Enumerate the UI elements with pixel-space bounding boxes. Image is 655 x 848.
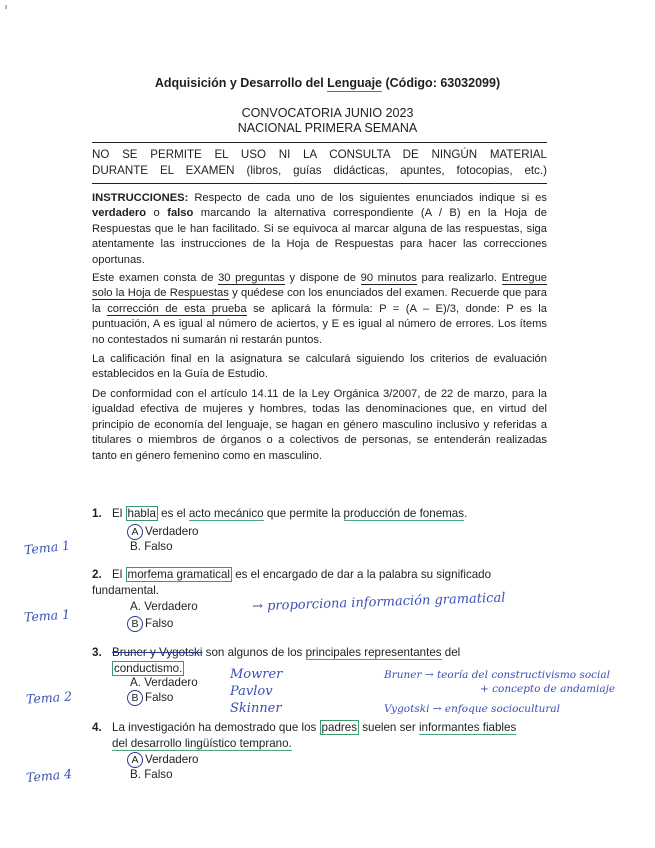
title-prefix: Adquisición y Desarrollo del — [154, 76, 328, 90]
exam-info-p5: se aplicará la fórmula: P = (A – E)/3, donde: P es la puntuación, A es igual al número de aciertos, y E es igual al número de errores. Los ítems no contestados ni sumarán ni restarán puntos. — [92, 302, 548, 346]
q4-keyword-informantes: informantes fiables — [418, 721, 517, 734]
q3-b-label: Falso — [145, 691, 174, 704]
q2-t1: El — [112, 568, 126, 581]
q4-b-label: Falso — [144, 768, 173, 781]
q3-name-pavlov: Pavlov — [230, 684, 273, 699]
q4-b-letter: B. — [130, 768, 141, 781]
warning-top-rule — [92, 142, 547, 143]
semana: NACIONAL PRIMERA SEMANA — [237, 121, 418, 135]
q3-option-b — [130, 690, 173, 706]
instructions-label: INSTRUCCIONES: — [92, 192, 189, 204]
q2-b-label: Falso — [145, 617, 174, 630]
q1-option-a — [130, 524, 199, 540]
question-4-number: 4. — [92, 721, 102, 734]
q2-answer-circle: B — [127, 616, 143, 632]
q1-a-label: Verdadero — [145, 525, 199, 538]
q3-note-vygotski: Vygotski → enfoque sociocultural — [384, 703, 561, 715]
exam-info-p3: para realizarlo. — [416, 272, 502, 284]
q2-keyword-morfema: morfema gramatical — [127, 568, 230, 581]
question-4 — [92, 720, 547, 736]
instructions-o: o — [146, 207, 168, 220]
q4-keyword-padres: padres — [321, 721, 357, 734]
num-minutos: 90 minutos — [360, 272, 417, 284]
conformidad-paragraph: De conformidad con el artículo 14.11 de la Ley Orgánica 3/2007, de 22 de marzo, para la igualdad efectiva de mujeres y hombres, todas las denominaciones que, en virtud del principio de economía del lenguaje, se hagan en género masculino inclusivo y referidas a titulares o miembros de órganos o a colectivos de personas, se entenderán realizadas tanto en género femenino como en masculino. — [92, 388, 547, 462]
verdadero-bold: verdadero — [92, 207, 147, 220]
q4-answer-circle: A — [127, 752, 143, 768]
q2-tema-note: Tema 1 — [23, 606, 71, 625]
q4-option-a — [130, 752, 199, 768]
q1-t2: es el — [157, 507, 189, 520]
q1-b-label: Falso — [144, 540, 173, 553]
q4-a-label: Verdadero — [145, 753, 199, 766]
instructions-text: Respecto de cada uno de los siguientes enunciados indique si es — [188, 192, 547, 204]
q4-t3: del desarrollo lingüístico temprano. — [112, 737, 292, 750]
question-4-line-2 — [112, 736, 567, 752]
instructions-text-2: marcando la alternativa correspondiente (A / B) en la Hoja de Respuestas que le han facilitado. Si se equivoca al marcar alguna de las respuestas, siga atentamente las instrucciones de la Hoja de Respuestas para hacer las correcciones oportunas. — [92, 207, 547, 266]
instructions-paragraph — [92, 191, 547, 268]
q2-a-label: Verdadero — [144, 600, 198, 613]
exam-info-p1: Este examen consta de — [92, 272, 219, 284]
q3-option-a — [130, 676, 198, 689]
q4-t2: suelen ser — [359, 721, 419, 734]
num-preguntas: 30 preguntas — [218, 272, 285, 284]
falso-bold: falso — [167, 207, 194, 220]
q1-answer-circle: A — [127, 524, 143, 540]
q1-option-b — [130, 540, 173, 553]
q3-note-bruner: Bruner → teoría del constructivismo social — [384, 669, 611, 681]
question-3 — [92, 645, 547, 661]
correccion-prueba: corrección de esta prueba — [107, 302, 247, 315]
exam-info-p4: y quédese con los enunciados del examen. Recuerde que para la — [92, 287, 547, 315]
q1-t1: El — [112, 507, 126, 520]
title-lenguaje: Lenguaje — [327, 76, 383, 90]
q3-keyword-conductismo: conductismo. — [114, 662, 183, 675]
q1-tema-note: Tema 1 — [23, 537, 71, 558]
warning-line-2: DURANTE EL EXAMEN (libros, guías didácticas, apuntes, fotocopias, etc.) — [92, 164, 547, 177]
q4-tema-note: Tema 4 — [25, 766, 73, 785]
q1-t4: . — [464, 507, 468, 520]
entregue-hoja: Entregue solo la Hoja de Respuestas — [92, 272, 548, 300]
q1-keyword-habla: habla — [127, 507, 156, 520]
convocatoria: CONVOCATORIA JUNIO 2023 — [241, 106, 414, 120]
title-suffix: (Código: 63032099) — [382, 76, 501, 90]
q3-name-skinner: Skinner — [230, 701, 282, 716]
question-1-number: 1. — [92, 507, 102, 520]
q2-option-b — [130, 616, 173, 632]
q2-option-a — [130, 600, 198, 613]
q4-t1: La investigación ha demostrado que los — [112, 721, 320, 734]
q2-a-letter: A. — [130, 600, 141, 613]
q3-t1: son algunos de los — [202, 646, 306, 659]
q1-t3: que permite la — [263, 507, 344, 520]
q3-a-letter: A. — [130, 676, 141, 689]
question-3-number: 3. — [92, 646, 102, 659]
q3-answer-circle: B — [127, 690, 143, 706]
q3-tema-note: Tema 2 — [25, 688, 73, 707]
warning-bottom-rule — [92, 183, 547, 184]
q3-note-andamiaje: + concepto de andamiaje — [480, 683, 616, 695]
q2-t2: es el encargado de dar a la palabra su significado fundamental. — [92, 568, 492, 597]
q3-t2: del — [441, 646, 461, 659]
q4-option-b — [130, 768, 173, 781]
q3-bruner-vygotski: Bruner y Vygotski — [112, 646, 203, 659]
q1-keyword-produccion: producción de fonemas — [343, 507, 465, 520]
q2-margin-note: → proporciona información gramatical — [251, 590, 506, 615]
warning-line-1: NO SE PERMITE EL USO NI LA CONSULTA DE NINGÚN MATERIAL — [92, 148, 547, 161]
q3-a-label: Verdadero — [144, 676, 198, 689]
corner-mark: ' — [4, 2, 9, 20]
q3-name-mowrer: Mowrer — [230, 667, 283, 682]
q1-keyword-acto: acto mecánico — [188, 507, 264, 520]
exam-info-paragraph — [92, 271, 547, 348]
q1-b-letter: B. — [130, 540, 141, 553]
calificacion-paragraph: La calificación final en la asignatura se calculará siguiendo los criterios de evaluación establecidos en la Guía de Estudio. — [92, 353, 547, 381]
exam-info-p2: y dispone de — [284, 272, 361, 284]
question-2-number: 2. — [92, 568, 102, 581]
exam-title — [0, 76, 655, 90]
q3-keyword-representantes: principales representantes — [305, 646, 442, 659]
question-1 — [92, 506, 547, 522]
